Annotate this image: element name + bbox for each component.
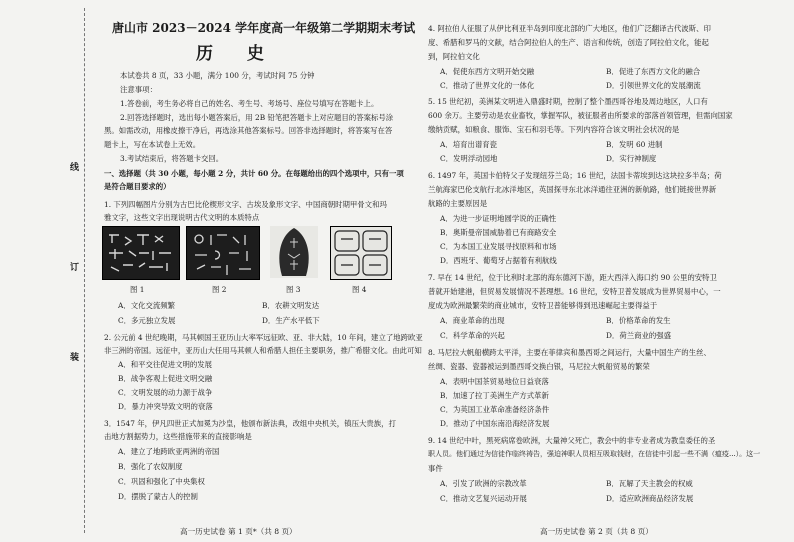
notice-line: 3.考试结束后，将答题卡交回。 xyxy=(120,154,224,163)
hieroglyph-figure xyxy=(186,226,260,280)
question-3-option-a: A．建立了地跨欧亚两洲的帝国 xyxy=(118,447,220,456)
question-5-option-c: C．发明浮动园地 xyxy=(440,154,498,163)
question-7-stem: 度成为欧洲最繁荣的商业城市，安特卫普能够得到迅速崛起主要得益于 xyxy=(428,301,658,310)
question-5-option-d: D．实行神制度 xyxy=(606,154,657,163)
question-7-option-c: C．科学革命的兴起 xyxy=(440,331,505,340)
notice-line: 2.回答选择题时，选出每小题答案后，用 2B 铅笔把答题卡上对应题目的答案标号涂 xyxy=(120,113,394,122)
margin-mark-staple: 订 xyxy=(70,263,80,273)
question-2-option-b: B．战争客观上促进文明交融 xyxy=(118,374,213,383)
question-9-option-c: C．推动文艺复兴运动开展 xyxy=(440,494,527,503)
exam-page-2 xyxy=(410,0,794,542)
question-9-option-b: B．瓦解了天主教会的权威 xyxy=(606,479,693,488)
question-6-option-a: A．为进一步证明地圆学说的正确性 xyxy=(440,214,557,223)
question-3-option-b: B．强化了农奴制度 xyxy=(118,462,183,471)
question-8-option-a: A．表明中国茶贸易地位日益衰落 xyxy=(440,377,549,386)
figure-3-label: 图 3 xyxy=(286,285,301,294)
figure-4-label: 图 4 xyxy=(352,285,367,294)
margin-mark-line: 线 xyxy=(70,163,80,173)
cuneiform-figure xyxy=(102,226,180,280)
question-2-option-c: C．文明发展的动力源于战争 xyxy=(118,388,213,397)
question-1-option-c: C．多元独立发展 xyxy=(118,316,176,325)
question-9-option-d: D．适应欧洲商品经济发展 xyxy=(606,494,694,503)
question-9-stem: 职人员。他们通过为信徒作临终祷告，强迫神职人员相互吸取钱财，在信徒中引起一些不满（瘟疫...）。这一 xyxy=(428,450,761,458)
question-4-option-c: C．推动了世界文化的一体化 xyxy=(440,81,535,90)
question-1-stem: 雅文字，这些文字出现说明古代文明的本质特点 xyxy=(104,213,260,222)
exam-intro: 本试卷共 8 页，33 小题，满分 100 分，考试时间 75 分钟 xyxy=(120,71,315,80)
section-heading: 一、选择题（共 30 小题，每小题 2 分，共计 60 分。在每题给出的四个选项中，只有一项 xyxy=(104,169,404,178)
notice-title: 注意事项： xyxy=(120,85,157,94)
figure-1-label: 图 1 xyxy=(130,285,145,294)
exam-title: 唐山市 2023－2024 学年度高一年级第二学期期末考试 xyxy=(112,21,416,35)
question-7-stem: 7. 早在 14 世纪，位于比利时北部的海东德河下游，距大西洋入海口约 90 公里的安特卫 xyxy=(428,273,717,282)
question-4-option-a: A．促使东西方文明开始交融 xyxy=(440,67,535,76)
question-8-stem: 8. 马尼拉大帆船横跨太平洋，主要在菲律宾和墨西哥之间运行，大量中国生产的生丝、 xyxy=(428,348,711,357)
notice-line: 1.答卷前，考生务必将自己的姓名、考生号、考场号、座位号填写在答题卡上。 xyxy=(120,99,379,108)
question-7-option-a: A．商业革命的出现 xyxy=(440,316,505,325)
question-9-stem: 事件 xyxy=(428,464,443,473)
question-2-stem: 2. 公元前 4 世纪晚期，马其顿国王亚历山大率军远征欧、亚、非大陆，10 年间，建立了地跨欧亚 xyxy=(104,333,423,342)
question-4-stem: 到，阿拉伯文化 xyxy=(428,52,480,61)
binding-line xyxy=(84,8,85,533)
question-4-option-b: B．促进了东西方文化的融合 xyxy=(606,67,701,76)
question-1-stem: 1. 下列四幅图片分别为古巴比伦楔形文字、古埃及象形文字、中国商朝时期甲骨文和玛 xyxy=(104,200,387,209)
question-3-stem: 击地方割据势力，这些措施带来的直接影响是 xyxy=(104,432,252,441)
question-8-option-d: D．推动了中国东南沿海经济发展 xyxy=(440,419,550,428)
question-1-option-b: B．农耕文明发达 xyxy=(262,301,320,310)
margin-mark-bind: 装 xyxy=(70,353,80,363)
question-2-option-d: D．暴力冲突导致文明的衰落 xyxy=(118,402,213,411)
question-5-option-a: A．培育出谱育瓷 xyxy=(440,140,498,149)
page-footer: 高一历史试卷 第 2 页（共 8 页） xyxy=(540,527,653,536)
question-6-option-b: B．奥斯曼帝国威胁着已有商路安全 xyxy=(440,228,557,237)
question-9-option-a: A．引发了欧洲的宗教改革 xyxy=(440,479,527,488)
question-1-option-a: A．文化交流频繁 xyxy=(118,301,176,310)
question-8-option-c: C．为英国工业革命准备经济条件 xyxy=(440,405,550,414)
question-5-stem: 缴纳贡赋，如粮食、服饰、宝石和羽毛等。下列内容符合该文明社会状况的是 xyxy=(428,125,680,134)
question-5-stem: 5. 15 世纪初，美洲某文明进入鼎盛时期，控制了整个墨西哥谷地及周边地区，人口有 xyxy=(428,97,708,106)
notice-line: 黑。如需改动，用橡皮擦干净后，再选涂其他答案标号。回答非选择题时，将答案写在答 xyxy=(104,126,393,135)
oracle-bone-figure xyxy=(270,226,318,278)
notice-line: 题卡上，写在本试卷上无效。 xyxy=(104,140,201,149)
maya-glyph-figure xyxy=(330,226,392,280)
question-6-stem: 兰航海家巴伦支航行北冰洋地区，英国探寻东北冰洋通往亚洲的新航路，他们链接世界新 xyxy=(428,185,717,194)
question-8-stem: 丝绸、瓷器、瓷器被运到墨西哥交换白银，马尼拉大帆船贸易的繁荣 xyxy=(428,362,650,371)
question-2-stem: 非三洲的帝国。远征中，亚历山大任用马其顿人和希腊人担任主要职务，推广希腊文化。由此可知 xyxy=(104,346,422,355)
question-8-option-b: B．加速了拉丁美洲生产方式革新 xyxy=(440,391,549,400)
question-5-option-b: B．发明 60 进制 xyxy=(606,140,663,149)
question-5-stem: 600 余万。主要劳动是农业畜牧，掌握军队，被征服者由所要求的部落首领管理，但需向国家 xyxy=(428,111,733,120)
question-7-stem: 普就开始建港，但贸易发展情况不甚理想。16 世纪，安特卫普发展成为世界贸易中心，一 xyxy=(428,287,721,296)
question-2-option-a: A．和平交往促进文明的发展 xyxy=(118,360,213,369)
question-6-option-c: C．为本国工业发展寻找原料和市场 xyxy=(440,242,557,251)
page-footer: 高一历史试卷 第 1 页*（共 8 页） xyxy=(180,527,297,536)
question-7-option-d: D．荷兰商业的强盛 xyxy=(606,331,672,340)
figure-2-label: 图 2 xyxy=(212,285,227,294)
question-4-stem: 4. 阿拉伯人征服了从伊比利亚半岛到印度北部的广大地区，他们广泛翻译古代波斯、印 xyxy=(428,24,711,33)
question-6-stem: 航路的主要原因是 xyxy=(428,199,488,208)
question-4-stem: 度、希腊和罗马的文献，结合阿拉伯人的生产、语言和传统，创造了阿拉伯文化，能起 xyxy=(428,38,709,47)
question-7-option-b: B．价格革命的发生 xyxy=(606,316,671,325)
question-3-option-d: D．摆脱了蒙古人的控制 xyxy=(118,492,198,501)
question-4-option-d: D．引领世界文化的发展潮流 xyxy=(606,81,701,90)
subject-heading: 历 史 xyxy=(196,44,278,64)
question-3-stem: 3．1547 年，伊凡四世正式加冕为沙皇，他颁布新法典，改组中央机关，镇压大贵族，打 xyxy=(104,419,396,428)
question-3-option-c: C．巩固和强化了中央集权 xyxy=(118,477,205,486)
section-heading-cont: 是符合题目要求的） xyxy=(104,182,171,191)
question-6-option-d: D．西班牙、葡萄牙占据着有利航线 xyxy=(440,256,557,265)
question-6-stem: 6. 1497 年，英国卡伯特父子发现纽芬兰岛；16 世纪，法国卡蒂埃到达这块拉多半岛；荷 xyxy=(428,171,722,180)
question-9-stem: 9. 14 世纪中叶，黑死病席卷欧洲，大量神父死亡，教会中的非专业者成为教皇委任的圣 xyxy=(428,436,716,445)
question-1-option-d: D．生产水平低下 xyxy=(262,316,320,325)
